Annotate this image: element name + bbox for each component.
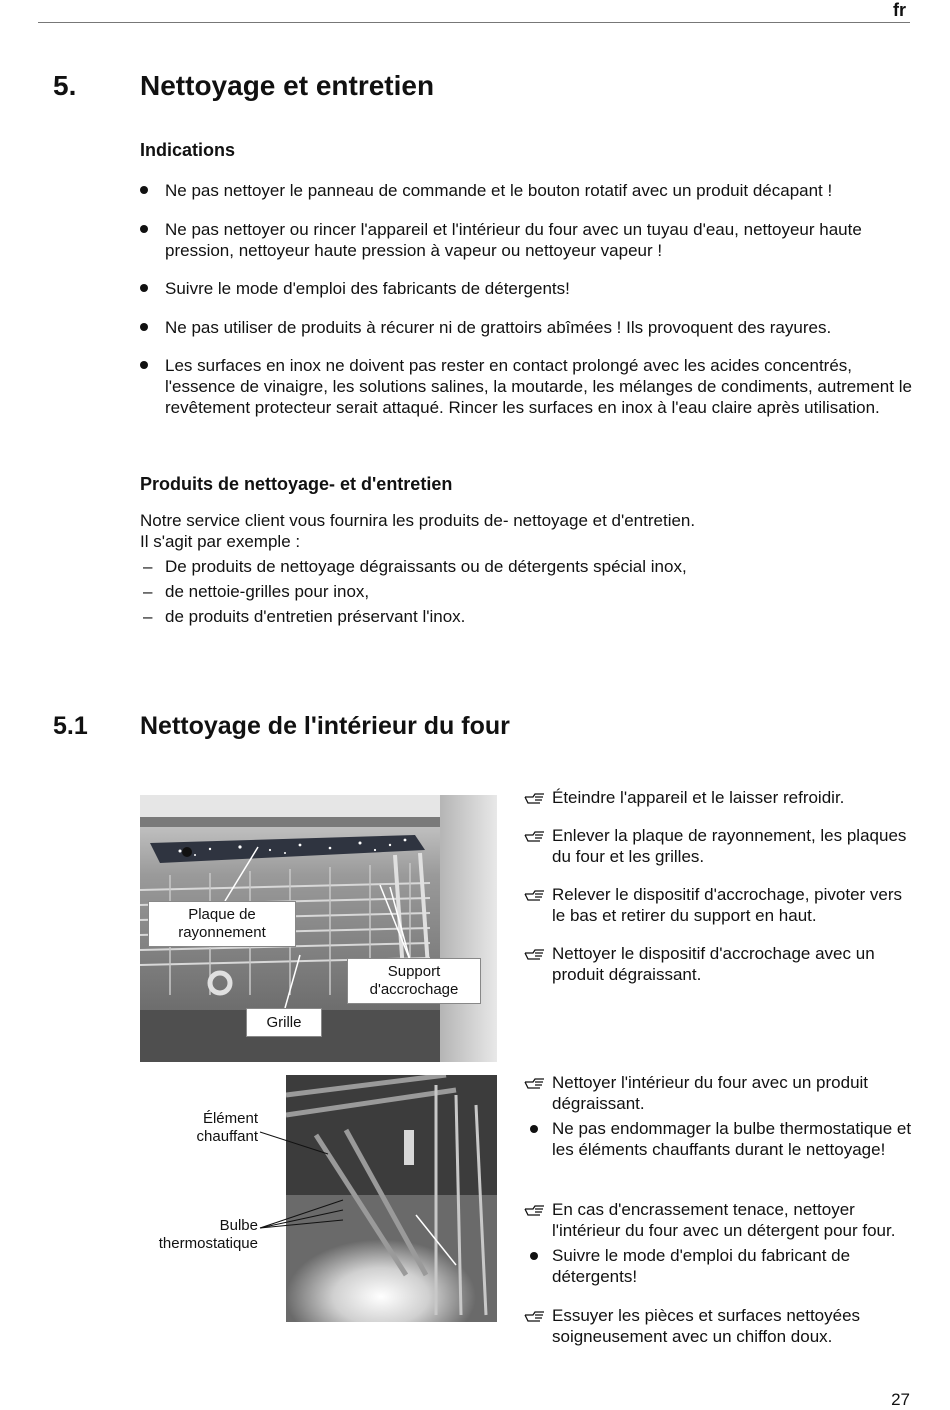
indication-item — [140, 317, 920, 338]
step-text: Nettoyer le dispositif d'accrochage avec un produit dégraissant. — [552, 944, 875, 984]
subsection-title: Nettoyage de l'intérieur du four — [140, 712, 510, 740]
instruction-step — [524, 825, 919, 867]
indication-item — [140, 355, 920, 418]
indications-heading: Indications — [140, 140, 236, 160]
indication-text: Les surfaces en inox ne doivent pas rester en contact prolongé avec les acides concentrés, l'essence de vinaigre, les solutions salines, la moutarde, les mélanges de condiments, autrement le revêtement protecteur serait attaqué. Rincer les surfaces en inox à l'eau claire après utilisation. — [165, 356, 912, 417]
step-text: Enlever la plaque de rayonnement, les plaques du four et les grilles. — [552, 826, 907, 866]
step-text: Éteindre l'appareil et le laisser refroidir. — [552, 788, 845, 807]
callout-lines — [258, 1120, 348, 1240]
bullet-dot-icon — [140, 284, 148, 292]
instruction-step — [524, 884, 919, 926]
indication-text: Ne pas utiliser de produits à récurer ni de grattoirs abîmées ! Ils provoquent des rayures. — [165, 318, 832, 337]
instruction-note — [524, 1245, 919, 1287]
bullet-dot-icon — [140, 361, 148, 369]
label-plaque-rayonnement: Plaque de rayonnement — [148, 901, 296, 947]
product-list-item: – De produits de nettoyage dégraissants ou de détergents spécial inox, — [143, 557, 687, 576]
bullet-dot-icon — [530, 1125, 538, 1133]
subsection-number: 5.1 — [53, 712, 88, 740]
pointing-hand-icon — [524, 789, 546, 805]
product-text: de produits d'entretien préservant l'inox. — [165, 607, 466, 626]
section-title: Nettoyage et entretien — [140, 70, 435, 101]
pointing-hand-icon — [524, 1074, 546, 1090]
note-text: Suivre le mode d'emploi du fabricant de détergents! — [552, 1246, 851, 1286]
pointing-hand-icon — [524, 827, 546, 843]
indication-text: Ne pas nettoyer le panneau de commande et le bouton rotatif avec un produit décapant ! — [165, 181, 833, 200]
note-text: Ne pas endommager la bulbe thermostatique et les éléments chauffants durant le nettoyage! — [552, 1119, 912, 1159]
header-rule — [38, 22, 910, 23]
products-heading: Produits de nettoyage- et d'entretien — [140, 474, 453, 494]
label-element-chauffant: Élément chauffant — [196, 1110, 258, 1145]
label-grille: Grille — [246, 1008, 322, 1037]
instruction-step — [524, 1072, 919, 1114]
instruction-step — [524, 943, 919, 985]
bullet-dot-icon — [530, 1252, 538, 1260]
section-number: 5. — [53, 70, 77, 101]
indication-text: Ne pas nettoyer ou rincer l'appareil et l'intérieur du four avec un tuyau d'eau, nettoyeur haute pression, nettoyeur haute pression à vapeur ou nettoyeur vapeur ! — [165, 220, 862, 260]
label-support-accrochage: Support d'accrochage — [347, 958, 481, 1004]
bullet-dot-icon — [140, 186, 148, 194]
step-text: En cas d'encrassement tenace, nettoyer l'intérieur du four avec un détergent pour four. — [552, 1200, 896, 1240]
instruction-step — [524, 1199, 919, 1241]
instruction-step — [524, 1305, 919, 1347]
step-text: Essuyer les pièces et surfaces nettoyées soigneusement avec un chiffon doux. — [552, 1306, 861, 1346]
products-intro-example: Il s'agit par exemple : — [140, 532, 301, 551]
product-list-item: – de nettoie-grilles pour inox, — [143, 582, 370, 601]
product-text: De produits de nettoyage dégraissants ou de détergents spécial inox, — [165, 557, 687, 576]
label-bulbe-thermostatique: Bulbe thermostatique — [158, 1217, 258, 1252]
product-list-item: – de produits d'entretien préservant l'inox. — [143, 607, 466, 626]
pointing-hand-icon — [524, 1307, 546, 1323]
pointing-hand-icon — [524, 1201, 546, 1217]
products-intro: Notre service client vous fournira les produits de- nettoyage et d'entretien. — [140, 511, 696, 530]
pointing-hand-icon — [524, 886, 546, 902]
bullet-dot-icon — [140, 225, 148, 233]
indication-item — [140, 219, 920, 261]
step-text: Relever le dispositif d'accrochage, pivoter vers le bas et retirer du support en haut. — [552, 885, 903, 925]
step-text: Nettoyer l'intérieur du four avec un produit dégraissant. — [552, 1073, 869, 1113]
indication-item — [140, 180, 920, 201]
indication-text: Suivre le mode d'emploi des fabricants de détergents! — [165, 279, 570, 298]
page-number: 27 — [891, 1390, 910, 1409]
indication-item — [140, 278, 920, 299]
pointing-hand-icon — [524, 945, 546, 961]
language-code: fr — [893, 0, 906, 20]
bullet-dot-icon — [140, 323, 148, 331]
instruction-note — [524, 1118, 919, 1160]
instruction-step — [524, 787, 919, 808]
product-text: de nettoie-grilles pour inox, — [165, 582, 370, 601]
